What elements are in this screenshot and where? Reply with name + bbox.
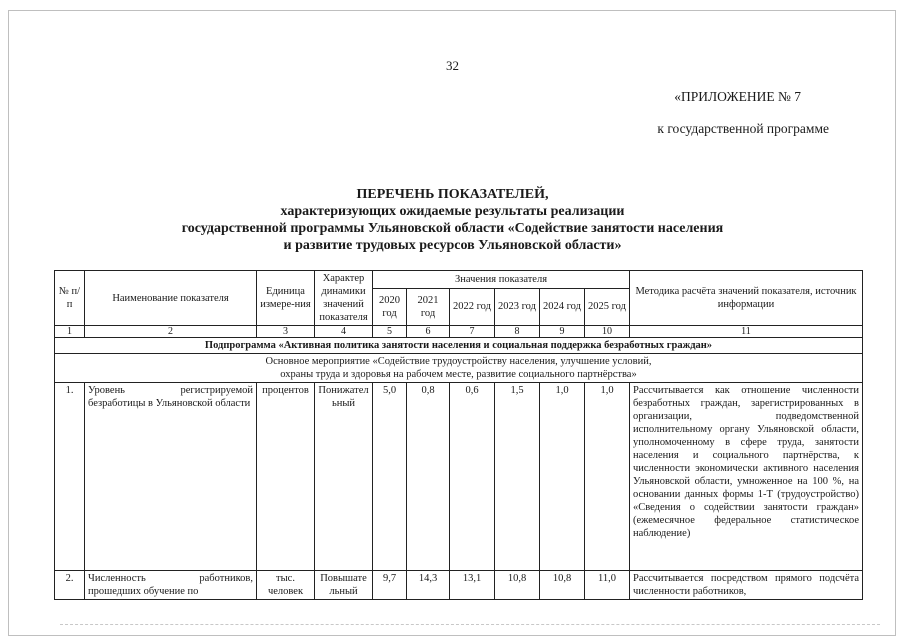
row-value-2021: 0,8 — [407, 383, 450, 571]
title-line: ПЕРЕЧЕНЬ ПОКАЗАТЕЛЕЙ, — [356, 187, 549, 202]
column-number: 1 — [55, 326, 85, 338]
row-name: Численность работников, прошедших обучение по — [85, 571, 257, 600]
column-number: 11 — [630, 326, 863, 338]
header-year: 2023 год — [495, 288, 540, 325]
row-value-2022: 13,1 — [450, 571, 495, 600]
row-value-2022: 0,6 — [450, 383, 495, 571]
table-row — [55, 383, 863, 571]
row-value-2020: 9,7 — [373, 571, 407, 600]
column-number: 3 — [257, 326, 315, 338]
row-dynamics: Понижательный — [315, 383, 373, 571]
header-method: Методика расчёта значений показателя, источник информации — [630, 271, 863, 326]
row-value-2023: 1,5 — [495, 383, 540, 571]
title-line: и развитие трудовых ресурсов Ульяновской области» — [283, 238, 622, 253]
subprogram-title: Подпрограмма «Активная политика занятости населения и социальная поддержка безработных граждан» — [55, 338, 863, 354]
header-year: 2025 год — [585, 288, 630, 325]
column-number: 10 — [585, 326, 630, 338]
header-name: Наименование показателя — [85, 271, 257, 326]
row-dynamics: Повышательный — [315, 571, 373, 600]
header-year: 2020 год — [373, 288, 407, 325]
title-line: характеризующих ожидаемые результаты реализации — [280, 204, 625, 219]
row-value-2020: 5,0 — [373, 383, 407, 571]
row-value-2025: 11,0 — [585, 571, 630, 600]
header-year: 2022 год — [450, 288, 495, 325]
column-number: 9 — [540, 326, 585, 338]
row-value-2024: 10,8 — [540, 571, 585, 600]
header-unit: Единица измере-ния — [257, 271, 315, 326]
header-year: 2024 год — [540, 288, 585, 325]
row-value-2021: 14,3 — [407, 571, 450, 600]
page-number: 32 — [446, 58, 459, 73]
header-row — [55, 271, 863, 289]
column-number: 2 — [85, 326, 257, 338]
row-num: 2. — [55, 571, 85, 600]
subprogram-row — [55, 338, 863, 354]
appendix-subtitle: к государственной программе — [657, 121, 829, 136]
main-activity-line: Основное мероприятие «Содействие трудоустройству населения, улучшение условий, — [265, 356, 652, 367]
row-unit: процентов — [257, 383, 315, 571]
column-number: 5 — [373, 326, 407, 338]
document-title — [0, 186, 905, 254]
indicators-table — [54, 270, 863, 600]
table-row — [55, 571, 863, 600]
column-number: 8 — [495, 326, 540, 338]
row-method: Рассчитывается как отношение численности безработных граждан, зарегистрированных в организации, подведомственной исполнительному органу Ульяновской области, уполномоченному в сфере труда, занятости населения и социального партнёрства, к численности экономически активного населения Ульяновской области, умноженное на 100 %, на основании данных формы 1-Т (трудоустройство) «Сведения о содействии занятости граждан» (ежемесячное федеральное статистическое наблюдение) — [630, 383, 863, 571]
column-numbers-row — [55, 326, 863, 338]
header-values: Значения показателя — [373, 271, 630, 289]
scan-edge — [60, 624, 880, 626]
main-activity-line: охраны труда и здоровья на рабочем месте, развитие социального партнёрства» — [280, 369, 637, 380]
row-method: Рассчитывается посредством прямого подсчёта численности работников, — [630, 571, 863, 600]
row-value-2024: 1,0 — [540, 383, 585, 571]
main-activity-row — [55, 354, 863, 383]
column-number: 4 — [315, 326, 373, 338]
row-value-2023: 10,8 — [495, 571, 540, 600]
row-name: Уровень регистрируемой безработицы в Ульяновской области — [85, 383, 257, 571]
row-num: 1. — [55, 383, 85, 571]
title-line: государственной программы Ульяновской области «Содействие занятости населения — [181, 221, 724, 236]
column-number: 7 — [450, 326, 495, 338]
main-activity-title — [55, 354, 863, 383]
row-unit: тыс. человек — [257, 571, 315, 600]
header-dynamics: Характер динамики значений показателя — [315, 271, 373, 326]
header-year: 2021 год — [407, 288, 450, 325]
row-value-2025: 1,0 — [585, 383, 630, 571]
appendix-label: «ПРИЛОЖЕНИЕ № 7 — [674, 89, 801, 104]
header-num: № п/п — [55, 271, 85, 326]
column-number: 6 — [407, 326, 450, 338]
